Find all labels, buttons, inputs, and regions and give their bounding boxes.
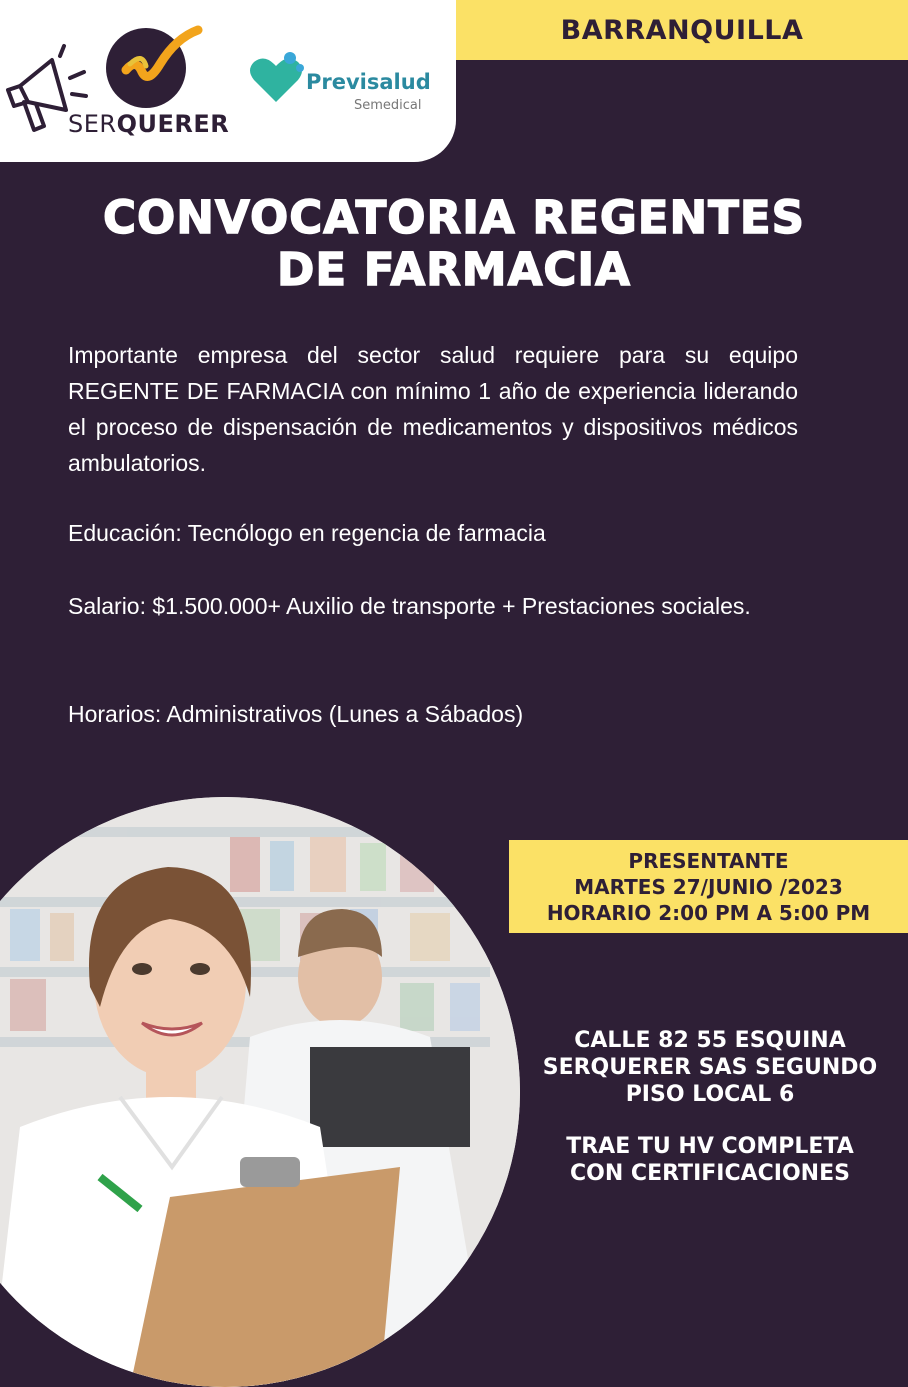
previsalud-name: Previsalud xyxy=(306,70,431,94)
serquerer-prefix: SER xyxy=(68,110,117,138)
requirements-line-1: TRAE TU HV COMPLETA xyxy=(566,1134,854,1159)
serquerer-logo-icon xyxy=(102,24,212,110)
address-block xyxy=(510,1027,908,1108)
education-text: Educación: Tecnólogo en regencia de farmacia xyxy=(68,520,546,546)
address-line-1: CALLE 82 55 ESQUINA xyxy=(574,1028,846,1053)
title-line-1: CONVOCATORIA REGENTES xyxy=(103,191,805,244)
requirements-block xyxy=(510,1133,908,1187)
presentation-box xyxy=(509,840,908,933)
previsalud-logo-icon xyxy=(246,48,306,108)
pharmacist-illustration xyxy=(0,797,520,1387)
pharmacist-photo xyxy=(0,797,520,1387)
title-line-2: DE FARMACIA xyxy=(276,243,631,296)
presentation-line-1: PRESENTANTE xyxy=(628,848,789,873)
city-banner xyxy=(456,0,908,60)
city-label: BARRANQUILLA xyxy=(560,14,804,46)
address-line-3: PISO LOCAL 6 xyxy=(625,1082,795,1107)
serquerer-logo-text xyxy=(68,110,229,138)
presentation-date: MARTES 27/JUNIO /2023 xyxy=(574,874,843,899)
previsalud-sub: Semedical xyxy=(354,98,422,113)
logo-panel xyxy=(0,0,456,162)
page-title xyxy=(0,192,908,296)
address-line-2: SERQUERER SAS SEGUNDO xyxy=(542,1055,878,1080)
schedule-text: Horarios: Administrativos (Lunes a Sábados) xyxy=(68,701,524,727)
presentation-hours: HORARIO 2:00 PM A 5:00 PM xyxy=(546,900,871,925)
job-description: Importante empresa del sector salud requiere para su equipo REGENTE DE FARMACIA con mínimo 1 año de experiencia liderando el proceso de dispensación de medicamentos y dispositivos médicos ambulatorios. xyxy=(68,342,798,476)
requirements-line-2: CON CERTIFICACIONES xyxy=(570,1161,850,1186)
salary-text: Salario: $1.500.000+ Auxilio de transporte + Prestaciones sociales. xyxy=(68,593,751,619)
serquerer-bold: QUERER xyxy=(116,110,230,138)
